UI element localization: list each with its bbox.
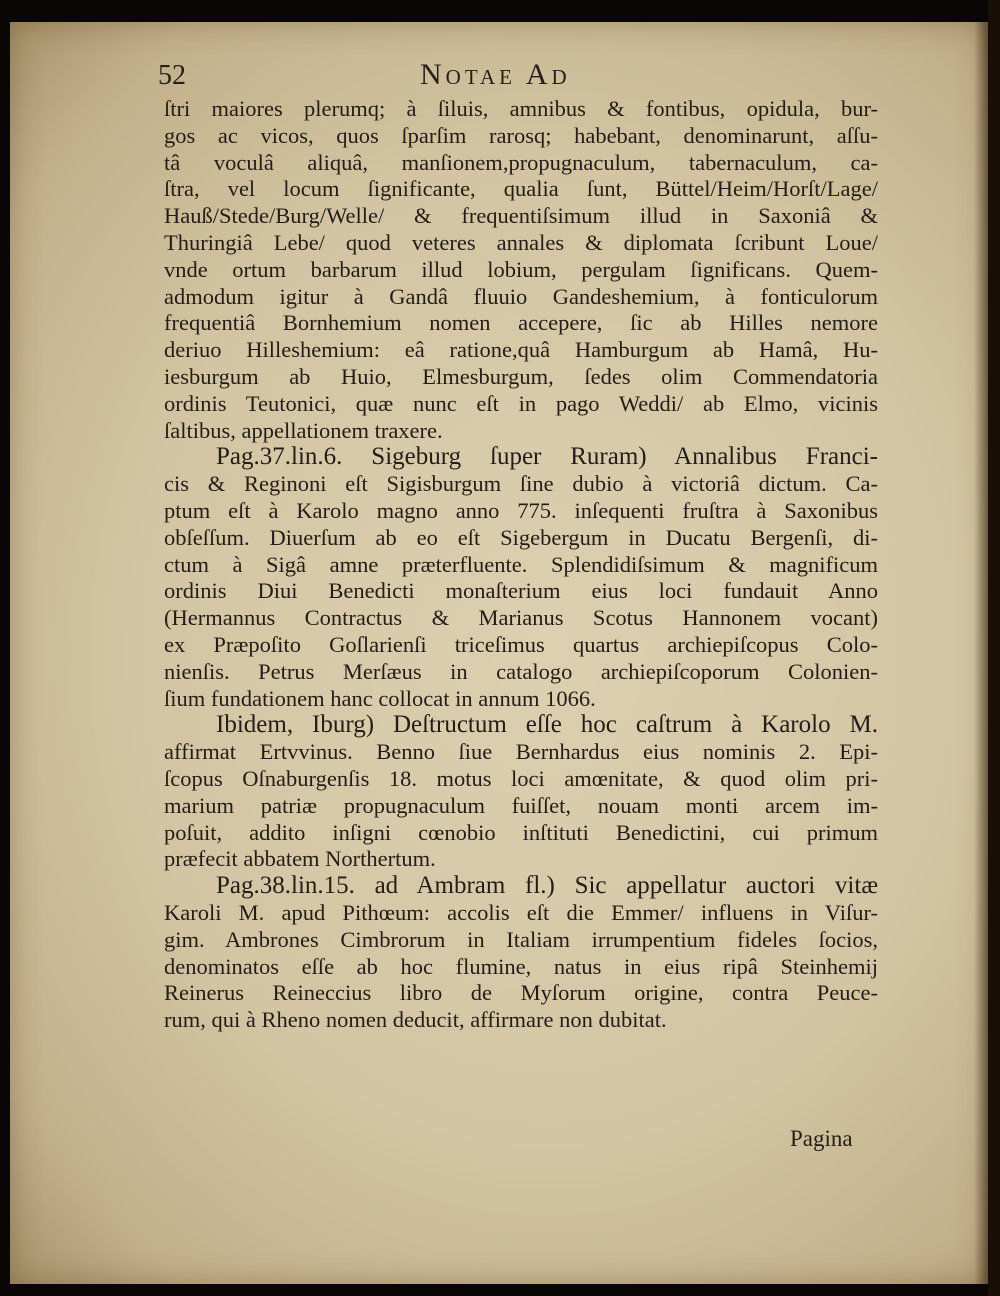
text-line: (Hermannus Contractus & Marianus Scotus Hannonem vocant) [164,605,878,631]
text-line: Reinerus Reineccius libro de Myſorum origine, contra Peuce- [164,980,878,1006]
text-line: ſtri maiores plerumq; à ſiluis, amnibus & fontibus, opidula, bur- [164,96,878,121]
text-line-paragraph-start: Pag.37.lin.6. Sigeburg ſuper Ruram) Annalibus Franci- [216,443,878,471]
text-line: ſcopus Oſnaburgenſis 18. motus loci amœnitate, & quod olim pri- [164,765,878,791]
text-line: tâ voculâ aliquâ, manſionem,propugnaculum, tabernaculum, ca- [164,149,878,175]
text-line: Karoli M. apud Pithœum: accolis eſt die Emmer/ influens in Viſur- [164,899,878,925]
text-line: gim. Ambrones Cimbrorum in Italiam irrumpentium fideles ſocios, [164,926,878,952]
text-line: ordinis Diui Benedicti monaſterium eius loci fundauit Anno [164,578,878,604]
text-line: ſaltibus, appellationem traxere. [164,417,443,443]
text-line: denominatos eſſe ab hoc flumine, natus in eius ripâ Steinhemij [164,953,878,979]
text-line-paragraph-start: Pag.38.lin.15. ad Ambram fl.) Sic appellatur auctori vitæ [216,872,878,900]
text-line: ctum à Sigâ amne præterfluente. Splendidiſsimum & magnificum [164,551,878,577]
text-line: gos ac vicos, quos ſparſim rarosq; habebant, denominarunt, aſſu- [164,122,878,148]
page-header [158,56,878,100]
text-line-paragraph-start: Ibidem, Iburg) Deſtructum eſſe hoc caſtrum à Karolo M. [216,711,878,739]
text-line: deriuo Hilleshemium: eâ ratione,quâ Hamburgum ab Hamâ, Hu- [164,337,878,363]
text-line: ptum eſt à Karolo magno anno 775. inſequenti fruſtra à Saxonibus [164,497,878,523]
text-line: præfecit abbatem Northertum. [164,846,436,872]
text-line: poſuit, addito inſigni cœnobio inſtituti Benedictini, cui primum [164,819,878,845]
text-line: vnde ortum barbarum illud lobium, pergulam ſignificans. Quem- [164,256,878,282]
text-line: Hauß/Stede/Burg/Welle/ & frequentiſsimum illud in Saxoniâ & [164,203,878,229]
text-line: iesburgum ab Huio, Elmesburgum, ſedes olim Commendatoria [164,363,878,389]
running-title: Notae Ad [420,58,571,91]
text-line: admodum igitur à Gandâ fluuio Gandeshemium, à fonticulorum [164,283,878,309]
text-line: affirmat Ertvvinus. Benno ſiue Bernhardus eius nominis 2. Epi- [164,739,878,765]
text-line: ſium fundationem hanc collocat in annum 1066. [164,685,596,711]
catchword: Pagina [790,1126,853,1151]
text-line: Thuringiâ Lebe/ quod veteres annales & diplomata ſcribunt Loue/ [164,229,878,255]
scan-background-edge [988,0,1000,1296]
page-number: 52 [158,60,186,91]
text-line: ex Præpoſito Goſlarienſi triceſimus quartus archiepiſcopus Colo- [164,631,878,657]
text-line: obſeſſum. Diuerſum ab eo eſt Sigebergum in Ducatu Bergenſi, di- [164,524,878,550]
text-line: nienſis. Petrus Merſæus in catalogo archiepiſcoporum Colonien- [164,658,878,684]
text-line: ordinis Teutonici, quæ nunc eſt in pago Weddi/ ab Elmo, vicinis [164,390,878,416]
body-text [164,96,878,1034]
text-line: rum, qui à Rheno nomen deducit, affirmare non dubitat. [164,1007,667,1033]
text-line: cis & Reginoni eſt Sigisburgum ſine dubio à victoriâ dictum. Ca- [164,471,878,497]
text-line: ſtra, vel locum ſignificante, qualia ſunt, Büttel/Heim/Horſt/Lage/ [164,176,878,202]
text-line: frequentiâ Bornhemium nomen accepere, ſic ab Hilles nemore [164,310,878,336]
text-line: marium patriæ propugnaculum fuiſſet, nouam monti arcem im- [164,792,878,818]
